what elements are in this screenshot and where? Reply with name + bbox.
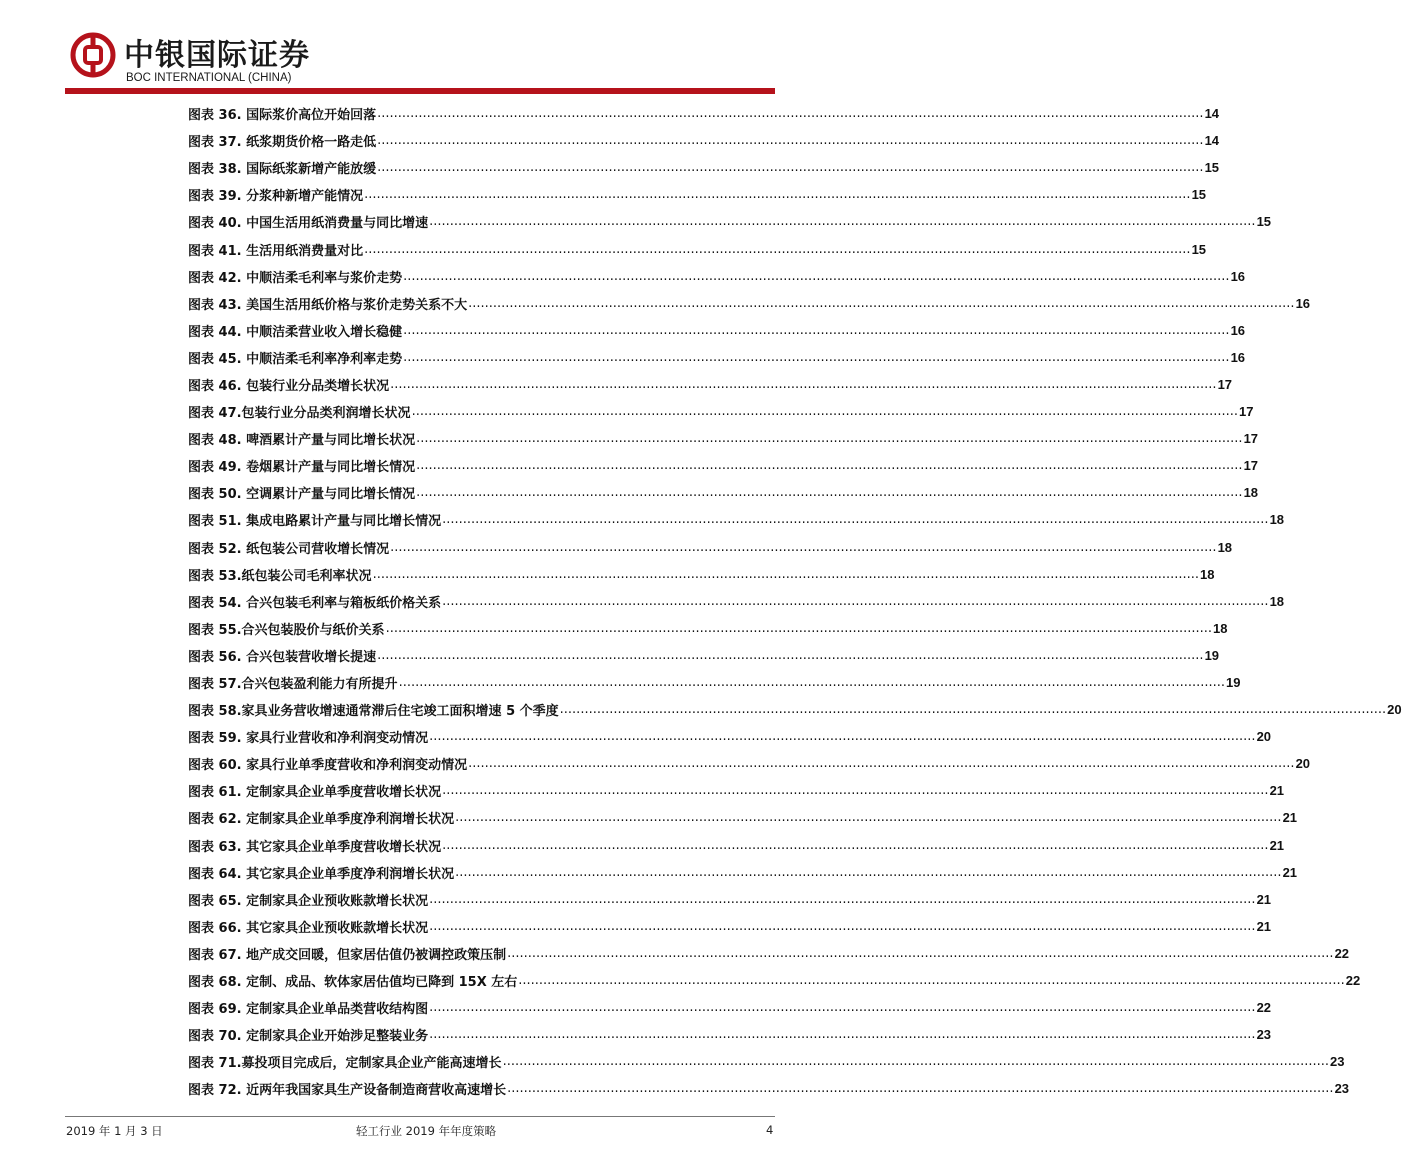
- toc-entry-page: 17: [1239, 404, 1254, 420]
- toc-entry-label: 图表 43. 美国生活用纸价格与浆价走势关系不大: [188, 297, 468, 313]
- toc-entry-label: 图表 42. 中顺洁柔毛利率与浆价走势: [188, 270, 403, 286]
- toc-leader-dots: ........................................................................................................................................................................................................: [429, 1027, 1256, 1043]
- toc-leader-dots: ........................................................................................................................................................................................................: [429, 729, 1256, 745]
- toc-entry-label: 图表 44. 中顺洁柔营业收入增长稳健: [188, 324, 403, 340]
- toc-leader-dots: ........................................................................................................................................................................................................: [377, 647, 1204, 663]
- toc-leader-dots: ........................................................................................................................................................................................................: [429, 1000, 1256, 1016]
- toc-entry[interactable]: [188, 994, 1272, 1021]
- toc-entry-label: 图表 48. 啤酒累计产量与同比增长状况: [188, 433, 416, 449]
- toc-entry-page: 15: [1191, 241, 1207, 257]
- toc-entry-label: 图表 72. 近两年我国家具生产设备制造商营收高速增长: [188, 1083, 507, 1099]
- toc-leader-dots: ........................................................................................................................................................................................................: [416, 431, 1243, 447]
- toc-entry-label: 图表 57.合兴包装盈利能力有所提升: [188, 677, 398, 693]
- toc-entry-page: 21: [1282, 810, 1298, 826]
- toc-leader-dots: ........................................................................................................................................................................................................: [390, 539, 1217, 555]
- toc-entry[interactable]: [188, 1021, 1272, 1048]
- toc-entry-page: 17: [1243, 458, 1259, 474]
- toc-entry-page: 22: [1256, 1000, 1272, 1016]
- toc-leader-dots: ........................................................................................................................................................................................................: [411, 404, 1239, 420]
- toc-entry-label: 图表 66. 其它家具企业预收账款增长状况: [188, 920, 429, 936]
- toc-entry[interactable]: [188, 804, 1298, 831]
- toc-entry[interactable]: [188, 100, 1220, 127]
- toc-entry[interactable]: [188, 615, 1228, 642]
- toc-entry[interactable]: [188, 425, 1259, 452]
- toc-entry-label: 图表 39. 分浆种新增产能情况: [188, 189, 364, 205]
- toc-entry-label: 图表 36. 国际浆价高位开始回落: [188, 108, 377, 124]
- toc-entry-page: 23: [1256, 1027, 1272, 1043]
- toc-leader-dots: ........................................................................................................................................................................................................: [377, 106, 1204, 122]
- toc-entry[interactable]: [188, 154, 1220, 181]
- toc-entry-label: 图表 40. 中国生活用纸消费量与同比增速: [188, 216, 429, 232]
- toc-entry-label: 图表 59. 家具行业营收和净利润变动情况: [188, 731, 429, 747]
- toc-entry[interactable]: [188, 859, 1298, 886]
- toc-leader-dots: ........................................................................................................................................................................................................: [372, 566, 1200, 582]
- toc-entry[interactable]: [188, 344, 1246, 371]
- toc-entry-label: 图表 62. 定制家具企业单季度净利润增长状况: [188, 812, 455, 828]
- toc-entry-label: 图表 41. 生活用纸消费量对比: [188, 243, 364, 259]
- toc-entry-label: 图表 60. 家具行业单季度营收和净利润变动情况: [188, 758, 468, 774]
- toc-entry[interactable]: [188, 696, 1402, 723]
- toc-entry-page: 17: [1243, 431, 1259, 447]
- toc-entry[interactable]: [188, 967, 1361, 994]
- toc-entry-page: 18: [1243, 485, 1259, 501]
- toc-leader-dots: ........................................................................................................................................................................................................: [455, 864, 1282, 880]
- toc-entry-label: 图表 65. 定制家具企业预收账款增长状况: [188, 893, 429, 909]
- toc-leader-dots: ........................................................................................................................................................................................................: [416, 485, 1243, 501]
- toc-entry-label: 图表 50. 空调累计产量与同比增长情况: [188, 487, 416, 503]
- toc-entry[interactable]: [188, 317, 1246, 344]
- toc-entry-page: 23: [1330, 1054, 1345, 1070]
- header-divider: [65, 88, 775, 94]
- toc-entry[interactable]: [188, 235, 1207, 262]
- toc-entry[interactable]: [188, 1048, 1345, 1075]
- toc-leader-dots: ........................................................................................................................................................................................................: [442, 837, 1269, 853]
- toc-entry[interactable]: [188, 452, 1259, 479]
- toc-entry-label: 图表 51. 集成电路累计产量与同比增长情况: [188, 514, 442, 530]
- toc-entry[interactable]: [188, 263, 1246, 290]
- toc-entry[interactable]: [188, 127, 1220, 154]
- toc-entry-label: 图表 37. 纸浆期货价格一路走低: [188, 135, 377, 151]
- toc-entry-page: 18: [1213, 620, 1228, 636]
- toc-entry-label: 图表 47.包装行业分品类利润增长状况: [188, 406, 411, 422]
- toc-leader-dots: ........................................................................................................................................................................................................: [455, 810, 1282, 826]
- toc-entry-page: 18: [1269, 593, 1285, 609]
- toc-entry[interactable]: [188, 290, 1311, 317]
- toc-leader-dots: ........................................................................................................................................................................................................: [507, 945, 1334, 961]
- toc-entry-label: 图表 71.募投项目完成后，定制家具企业产能高速增长: [188, 1056, 502, 1072]
- toc-leader-dots: ........................................................................................................................................................................................................: [429, 214, 1256, 230]
- toc-leader-dots: ........................................................................................................................................................................................................: [429, 918, 1256, 934]
- toc-entry-page: 18: [1200, 566, 1215, 582]
- toc-entry-label: 图表 63. 其它家具企业单季度营收增长状况: [188, 839, 442, 855]
- brand-name-cn: 中银国际证券: [124, 38, 310, 73]
- toc-entry[interactable]: [188, 723, 1272, 750]
- toc-entry[interactable]: [188, 534, 1233, 561]
- toc-entry[interactable]: [188, 506, 1285, 533]
- toc-leader-dots: ........................................................................................................................................................................................................: [403, 268, 1230, 284]
- toc-entry[interactable]: [188, 479, 1259, 506]
- toc-entry-page: 18: [1217, 539, 1233, 555]
- toc-leader-dots: ........................................................................................................................................................................................................: [559, 702, 1387, 718]
- toc-entry-page: 16: [1295, 295, 1311, 311]
- toc-entry-page: 21: [1256, 918, 1272, 934]
- toc-entry-page: 23: [1334, 1081, 1350, 1097]
- toc-leader-dots: ........................................................................................................................................................................................................: [377, 160, 1204, 176]
- toc-leader-dots: ........................................................................................................................................................................................................: [507, 1081, 1334, 1097]
- toc-entry-page: 20: [1295, 756, 1311, 772]
- toc-entry-page: 22: [1345, 973, 1361, 989]
- toc-entry-page: 20: [1256, 729, 1272, 745]
- toc-entry-page: 15: [1191, 187, 1207, 203]
- toc-entry-label: 图表 46. 包装行业分品类增长状况: [188, 378, 390, 394]
- toc-leader-dots: ........................................................................................................................................................................................................: [429, 891, 1256, 907]
- toc-entry[interactable]: [188, 669, 1241, 696]
- brand-name-en: BOC INTERNATIONAL (CHINA): [126, 72, 292, 84]
- page-header: [0, 0, 827, 100]
- toc-entry-page: 19: [1204, 647, 1220, 663]
- toc-entry-page: 16: [1230, 268, 1246, 284]
- toc-entry-page: 15: [1256, 214, 1272, 230]
- toc-entry-page: 18: [1269, 512, 1285, 528]
- toc-entry-page: 16: [1230, 349, 1246, 365]
- toc-entry-page: 20: [1387, 702, 1402, 718]
- toc-entry[interactable]: [188, 777, 1285, 804]
- toc-entry-label: 图表 69. 定制家具企业单品类营收结构图: [188, 1002, 429, 1018]
- toc-entry-label: 图表 68. 定制、成品、软体家居估值均已降到 15X 左右: [188, 975, 518, 991]
- toc-entry[interactable]: [188, 588, 1285, 615]
- toc-entry[interactable]: [188, 181, 1207, 208]
- toc-entry-page: 14: [1204, 106, 1220, 122]
- toc-leader-dots: ........................................................................................................................................................................................................: [442, 593, 1269, 609]
- toc-entry-label: 图表 49. 卷烟累计产量与同比增长情况: [188, 460, 416, 476]
- toc-leader-dots: ........................................................................................................................................................................................................: [442, 783, 1269, 799]
- toc-entry-label: 图表 54. 合兴包装毛利率与箱板纸价格关系: [188, 595, 442, 611]
- toc-entry-page: 22: [1334, 945, 1350, 961]
- toc-leader-dots: ........................................................................................................................................................................................................: [518, 973, 1345, 989]
- toc-leader-dots: ........................................................................................................................................................................................................: [385, 620, 1213, 636]
- footer-divider: [65, 1116, 775, 1117]
- toc-entry[interactable]: [188, 940, 1350, 967]
- toc-entry-label: 图表 64. 其它家具企业单季度净利润增长状况: [188, 866, 455, 882]
- toc-entry[interactable]: [188, 886, 1272, 913]
- boc-logo-icon: [70, 32, 116, 78]
- toc-leader-dots: ........................................................................................................................................................................................................: [416, 458, 1243, 474]
- toc-entry-label: 图表 70. 定制家具企业开始涉足整装业务: [188, 1029, 429, 1045]
- footer-date: 2019 年 1 月 3 日: [66, 1124, 163, 1138]
- toc-entry-label: 图表 56. 合兴包装营收增长提速: [188, 649, 377, 665]
- toc-entry[interactable]: [188, 642, 1220, 669]
- toc-leader-dots: ........................................................................................................................................................................................................: [364, 241, 1191, 257]
- toc-entry-label: 图表 45. 中顺洁柔毛利率净利率走势: [188, 351, 403, 367]
- toc-leader-dots: ........................................................................................................................................................................................................: [442, 512, 1269, 528]
- toc-entry[interactable]: [188, 913, 1272, 940]
- toc-entry-label: 图表 55.合兴包装股价与纸价关系: [188, 622, 385, 638]
- toc-entry-page: 21: [1256, 891, 1272, 907]
- page-number: 4: [766, 1123, 774, 1137]
- toc-leader-dots: ........................................................................................................................................................................................................: [468, 756, 1295, 772]
- toc-entry-page: 21: [1282, 864, 1298, 880]
- toc-leader-dots: ........................................................................................................................................................................................................: [364, 187, 1191, 203]
- toc-entry-page: 16: [1230, 322, 1246, 338]
- toc-entry-label: 图表 53.纸包装公司毛利率状况: [188, 568, 372, 584]
- toc-leader-dots: ........................................................................................................................................................................................................: [502, 1054, 1330, 1070]
- toc-leader-dots: ........................................................................................................................................................................................................: [403, 322, 1230, 338]
- toc-leader-dots: ........................................................................................................................................................................................................: [377, 133, 1204, 149]
- toc-entry[interactable]: [188, 750, 1311, 777]
- table-of-figures: [188, 100, 1402, 1102]
- toc-entry-page: 21: [1269, 783, 1285, 799]
- toc-entry-page: 17: [1217, 376, 1233, 392]
- toc-entry[interactable]: [188, 561, 1215, 588]
- toc-entry[interactable]: [188, 832, 1285, 859]
- toc-entry-label: 图表 58.家具业务营收增速通常滞后住宅竣工面积增速 5 个季度: [188, 704, 559, 720]
- toc-entry-label: 图表 67. 地产成交回暖，但家居估值仍被调控政策压制: [188, 947, 507, 963]
- toc-entry[interactable]: [188, 1075, 1350, 1102]
- toc-leader-dots: ........................................................................................................................................................................................................: [468, 295, 1295, 311]
- toc-entry-label: 图表 38. 国际纸浆新增产能放缓: [188, 162, 377, 178]
- toc-entry-label: 图表 61. 定制家具企业单季度营收增长状况: [188, 785, 442, 801]
- toc-entry-page: 15: [1204, 160, 1220, 176]
- footer-report-title: 轻工行业 2019 年年度策略: [356, 1124, 497, 1138]
- toc-entry-page: 19: [1226, 675, 1241, 691]
- toc-entry-page: 14: [1204, 133, 1220, 149]
- toc-entry[interactable]: [188, 398, 1254, 425]
- toc-entry-page: 21: [1269, 837, 1285, 853]
- toc-leader-dots: ........................................................................................................................................................................................................: [403, 349, 1230, 365]
- toc-entry[interactable]: [188, 371, 1233, 398]
- toc-entry[interactable]: [188, 208, 1272, 235]
- toc-entry-label: 图表 52. 纸包装公司营收增长情况: [188, 541, 390, 557]
- toc-leader-dots: ........................................................................................................................................................................................................: [390, 376, 1217, 392]
- toc-leader-dots: ........................................................................................................................................................................................................: [398, 675, 1226, 691]
